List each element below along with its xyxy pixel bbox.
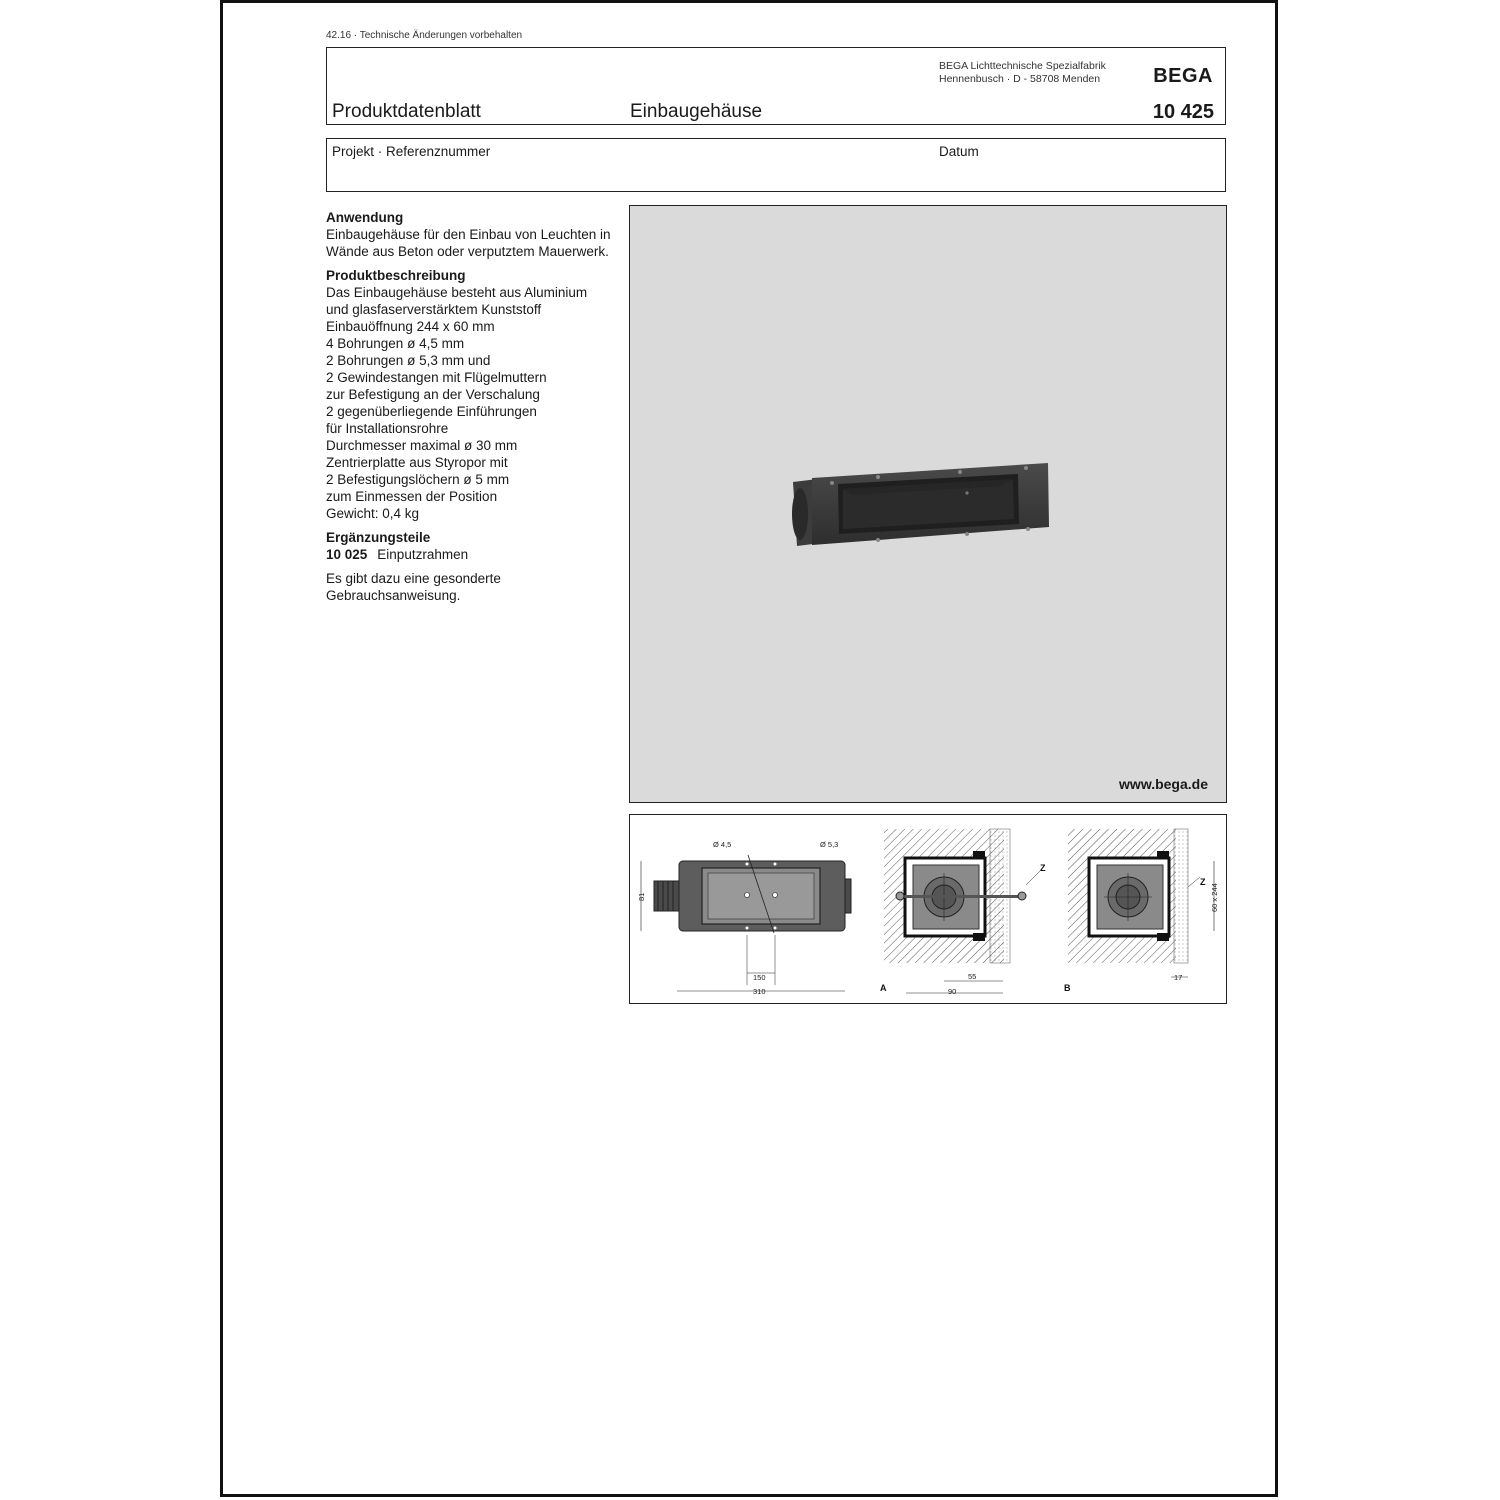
header-box: [326, 47, 1226, 125]
front-view: [637, 840, 851, 996]
company-line-2: Hennenbusch · D - 58708 Menden: [939, 73, 1101, 85]
description-line: 2 Bohrungen ø 5,3 mm und: [326, 353, 491, 368]
label-b: B: [1064, 983, 1071, 993]
revision-note: 42.16 · Technische Änderungen vorbehalten: [326, 30, 523, 41]
company-line-1: BEGA Lichttechnische Spezialfabrik: [939, 60, 1106, 72]
opening-dimension: 60 x 244: [1210, 883, 1219, 912]
accessory-number: 10 025: [326, 547, 368, 562]
accessory-name: Einputzrahmen: [377, 547, 469, 562]
accessories-heading: Ergänzungsteile: [326, 530, 431, 545]
datasheet-page: [220, 0, 1278, 1497]
description-line: Gewicht: 0,4 kg: [326, 506, 420, 521]
hole-large-label: Ø 5,3: [820, 840, 839, 849]
description-line: 2 gegenüberliegende Einführungen: [326, 404, 537, 419]
technical-drawing: [630, 815, 1226, 1003]
section-view-b: [1064, 829, 1219, 993]
inner-depth-dimension: 55: [968, 972, 977, 981]
section-view-a: [880, 829, 1046, 996]
height-dimension: 81: [637, 892, 646, 901]
label-z-b: Z: [1200, 877, 1206, 887]
accessory-item: [326, 546, 616, 563]
length-dimension: 310: [753, 987, 766, 996]
description-line: 4 Bohrungen ø 4,5 mm: [326, 336, 465, 351]
project-box: [326, 138, 1226, 192]
document-type: Produktdatenblatt: [332, 101, 481, 122]
description-heading: Produktbeschreibung: [326, 268, 466, 283]
product-number: 10 425: [1152, 101, 1214, 123]
plaster-dimension: 17: [1174, 973, 1183, 982]
instructions-note: [326, 570, 616, 604]
product-name: Einbaugehäuse: [630, 101, 763, 122]
dimension-drawing: [629, 814, 1227, 1004]
hole-spacing-dimension: 150: [753, 973, 766, 982]
description-line: zum Einmessen der Position: [326, 489, 498, 504]
description-line: 2 Befestigungslöchern ø 5 mm: [326, 472, 510, 487]
hole-small-label: Ø 4,5: [713, 840, 732, 849]
housing-photo-illustration: [630, 206, 1226, 802]
application-heading: Anwendung: [326, 210, 404, 225]
application-text: Einbaugehäuse für den Einbau von Leuchten in Wände aus Beton oder verputztem Mauerwerk.: [326, 227, 611, 259]
description-line: 2 Gewindestangen mit Flügelmuttern: [326, 370, 547, 385]
description-line: Zentrierplatte aus Styropor mit: [326, 455, 508, 470]
label-a: A: [880, 983, 887, 993]
description-line: Das Einbaugehäuse besteht aus Aluminium: [326, 285, 588, 300]
note-line: Es gibt dazu eine gesonderte: [326, 571, 501, 586]
label-z-a: Z: [1040, 863, 1046, 873]
description-list: [326, 284, 616, 522]
date-label: Datum: [939, 144, 979, 159]
outer-depth-dimension: 90: [948, 987, 957, 996]
project-label: Projekt · Referenznummer: [332, 144, 491, 159]
product-text-column: [326, 209, 616, 611]
website-link[interactable]: www.bega.de: [1119, 776, 1208, 792]
description-line: Einbauöffnung 244 x 60 mm: [326, 319, 495, 334]
description-line: für Installationsrohre: [326, 421, 449, 436]
brand-logo: BEGA: [1153, 65, 1213, 87]
note-line: Gebrauchsanweisung.: [326, 588, 461, 603]
description-line: und glasfaserverstärktem Kunststoff: [326, 302, 542, 317]
description-line: zur Befestigung an der Verschalung: [326, 387, 540, 402]
company-address: [939, 60, 1106, 86]
product-photo: [629, 205, 1227, 803]
description-line: Durchmesser maximal ø 30 mm: [326, 438, 518, 453]
